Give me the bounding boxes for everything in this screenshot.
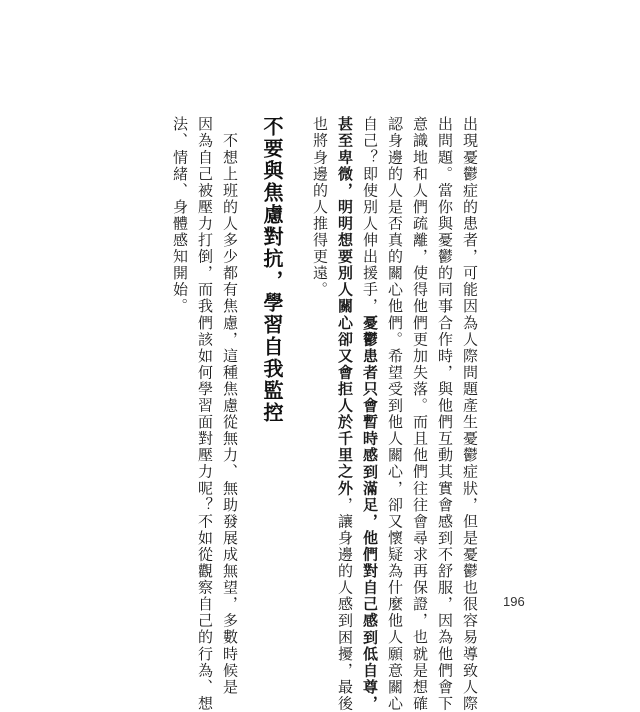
text-segment: 法、情緒、身體感知開始。 xyxy=(171,116,189,315)
text-column xyxy=(437,116,452,712)
section-heading: 不要與焦慮對抗，學習自我監控 xyxy=(260,116,284,424)
text-column xyxy=(462,116,477,712)
text-segment: 出問題。當你與憂鬱的同事合作時，與他們互動其實會感到不舒服，因為他們會下 xyxy=(436,116,454,712)
page-number: 196 xyxy=(503,594,525,609)
text-segment: 不想上班的人多少都有焦慮，這種焦慮從無力、無助發展成無望，多數時候是 xyxy=(221,116,239,696)
bold-text-segment: 憂鬱患者只會暫時感到滿足，他們對自己感到低自尊， xyxy=(361,314,379,712)
text-segment: 出現憂鬱症的患者，可能因為人際問題產生憂鬱症狀，但是憂鬱也很容易導致人際 xyxy=(461,116,479,712)
text-segment: 因為自己被壓力打倒，而我們該如何學習面對壓力呢？不如從觀察自己的行為、想 xyxy=(196,116,214,712)
text-segment: 自己？即使別人伸出援手， xyxy=(361,116,379,315)
text-segment: 認身邊的人是否真的關心他們。希望受到他人關心，卻又懷疑為什麼他人願意關心 xyxy=(386,116,404,712)
text-column xyxy=(172,116,187,315)
text-column xyxy=(337,116,352,712)
text-segment: ，讓身邊的人感到困擾，最後 xyxy=(336,496,354,712)
text-column xyxy=(197,116,212,712)
text-column xyxy=(312,116,327,298)
text-segment: 也將身邊的人推得更遠。 xyxy=(311,116,329,299)
text-column xyxy=(362,116,377,712)
text-column xyxy=(412,116,427,712)
bold-text-segment: 甚至卑微，明明想要別人關心卻又會拒人於千里之外 xyxy=(336,116,354,497)
text-column xyxy=(387,116,402,712)
text-column xyxy=(222,116,237,695)
text-segment: 意識地和人們疏離，使得他們更加失落。而且他們往往會尋求再保證，也就是想確 xyxy=(411,116,429,712)
